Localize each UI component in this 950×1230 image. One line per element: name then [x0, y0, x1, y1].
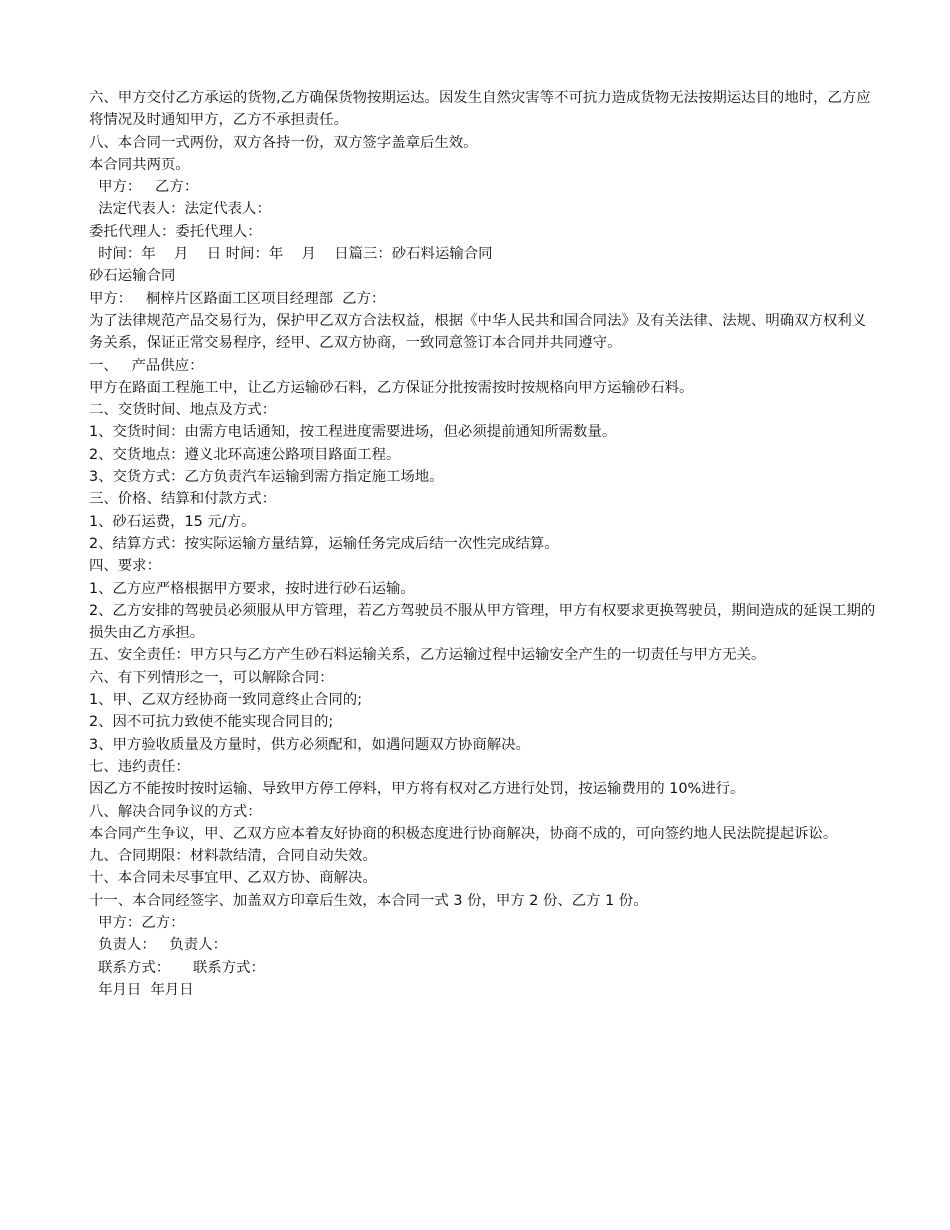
- date-labels-and-section-title: 时间：年 月 日 时间：年 月 日篇三：砂石料运输合同: [89, 246, 493, 263]
- section-7-heading: 七、违约责任：: [89, 758, 190, 775]
- section-1-heading: 一、 产品供应：: [89, 357, 204, 374]
- section-4-item-1: 1、乙方应严格根据甲方要求，按时进行砂石运输。: [89, 580, 415, 597]
- party-labels: 甲方： 乙方：: [89, 179, 199, 196]
- signature-date-labels: 年月日 年月日: [89, 981, 194, 998]
- signature-responsible-labels: 负责人： 负责人：: [89, 937, 227, 954]
- section-9-term: 九、合同期限：材料款结清，合同自动失效。: [89, 848, 377, 865]
- section-4-heading: 四、要求：: [89, 558, 161, 575]
- section-3-item-1: 1、砂石运费，15 元/方。: [89, 513, 256, 530]
- page-count-note: 本合同共两页。: [89, 156, 190, 173]
- signature-party-labels: 甲方：乙方：: [89, 914, 185, 931]
- section-2-item-3: 3、交货方式：乙方负责汽车运输到需方指定施工场地。: [89, 469, 444, 486]
- clause-8-copies: 八、本合同一式两份，双方各持一份，双方签字盖章后生效。: [89, 134, 478, 151]
- preamble: 为了法律规范产品交易行为，保护甲乙双方合法权益，根据《中华人民共和国合同法》及有关法律、法规、明确双方权利义务关系，保证正常交易程序，经甲、乙双方协商，一致同意签订本合同并共同遵守。: [89, 312, 867, 352]
- section-8-text: 本合同产生争议，甲、乙双方应本着友好协商的积极态度进行协商解决，协商不成的，可向签约地人民法院提起诉讼。: [89, 825, 838, 842]
- section-10-misc: 十、本合同未尽事宜甲、乙双方协、商解决。: [89, 870, 377, 887]
- section-6-item-1: 1、甲、乙双方经协商一致同意终止合同的;: [89, 692, 363, 709]
- section-3-item-2: 2、结算方式：按实际运输方量结算，运输任务完成后结一次性完成结算。: [89, 535, 559, 552]
- signature-contact-labels: 联系方式： 联系方式：: [89, 959, 265, 976]
- document-body: [89, 87, 879, 1001]
- section-11-effect: 十一、本合同经签字、加盖双方印章后生效，本合同一式 3 份，甲方 2 份、乙方 1 份。: [89, 892, 648, 909]
- clause-6-delivery: 六、甲方交付乙方承运的货物,乙方确保货物按期运达。因发生自然灾害等不可抗力造成货物无法按期运达目的地时，乙方应将情况及时通知甲方，乙方不承担责任。: [89, 90, 871, 129]
- section-2-item-2: 2、交货地点：遵义北环高速公路项目路面工程。: [89, 446, 401, 463]
- section-5-safety: 五、安全责任：甲方只与乙方产生砂石料运输关系，乙方运输过程中运输安全产生的一切责任与甲方无关。: [89, 647, 766, 664]
- legal-representative-labels: 法定代表人：法定代表人：: [89, 201, 271, 218]
- section-6-heading: 六、有下列情形之一，可以解除合同：: [89, 669, 334, 686]
- agent-labels: 委托代理人：委托代理人：: [89, 223, 262, 240]
- section-1-text: 甲方在路面工程施工中，让乙方运输砂石料，乙方保证分批按需按时按规格向甲方运输砂石料。: [89, 379, 694, 396]
- section-8-heading: 八、解决合同争议的方式：: [89, 803, 262, 820]
- section-7-text: 因乙方不能按时按时运输、导致甲方停工停料，甲方将有权对乙方进行处罚，按运输费用的 10%进行。: [89, 781, 745, 798]
- section-2-heading: 二、交货时间、地点及方式：: [89, 402, 277, 419]
- section-6-item-3: 3、甲方验收质量及方量时，供方必须配和，如遇问题双方协商解决。: [89, 736, 530, 753]
- section-2-item-1: 1、交货时间：由需方电话通知，按工程进度需要进场，但必须提前通知所需数量。: [89, 424, 617, 441]
- contract-title: 砂石运输合同: [89, 268, 176, 285]
- parties-line: 甲方： 桐梓片区路面工区项目经理部 乙方：: [89, 290, 386, 307]
- section-4-item-2: 2、乙方安排的驾驶员必须服从甲方管理，若乙方驾驶员不服从甲方管理，甲方有权要求更换驾驶员，期间造成的延误工期的损失由乙方承担。: [89, 602, 876, 642]
- section-3-heading: 三、价格、结算和付款方式：: [89, 491, 277, 508]
- section-6-item-2: 2、因不可抗力致使不能实现合同目的;: [89, 714, 334, 731]
